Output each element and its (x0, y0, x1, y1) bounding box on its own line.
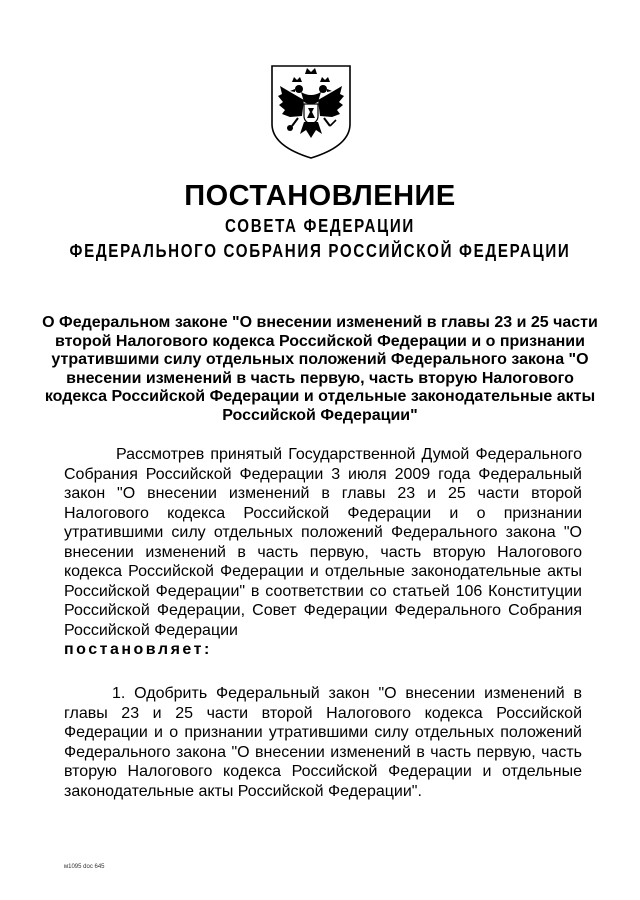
document-subtitle-line1: СОВЕТА ФЕДЕРАЦИИ (225, 216, 415, 236)
document-subtitle-line2: ФЕДЕРАЛЬНОГО СОБРАНИЯ РОССИЙСКОЙ ФЕДЕРАЦИИ (69, 241, 571, 261)
decree-word: постановляет: (64, 641, 212, 658)
document-subject: О Федеральном законе "О внесении изменений в главы 23 и 25 части второй Налогового кодекса Российской Федерации и о признании утратившими силу отдельных положений Федерального закона "О внесении изменений в часть первую, часть вторую Налогового кодекса Российской Федерации и отдельные законодательные акты Российской Федерации" (42, 314, 598, 424)
body-paragraph-2: 1. Одобрить Федеральный закон "О внесении изменений в главы 23 и 25 части второй Налогового кодекса Российской Федерации и о признании утратившими силу отдельных положений Федерального закона "О внесении изменений в часть первую, часть вторую Налогового кодекса Российской Федерации и отдельные законодательные акты Российской Федерации". (64, 685, 582, 800)
document-title: ПОСТАНОВЛЕНИЕ (184, 180, 456, 212)
russian-coat-of-arms-icon (268, 62, 354, 160)
body-paragraph-1 (64, 445, 582, 660)
paragraph-1-text: Рассмотрев принятый Государственной Думой Федерального Собрания Российской Федерации 3 июля 2009 года Федеральный закон "О внесении изменений в главы 23 и 25 части второй Налогового кодекса Российской Федерации и о признании утратившими силу отдельных положений Федерального закона "О внесении изменений в часть первую, часть вторую Налогового кодекса Российской Федерации и отдельные законодательные акты Российской Федерации" в соответствии со статьей 106 Конституции Российской Федерации, Совет Федерации Федерального Собрания Российской Федерации (64, 446, 582, 639)
file-reference: м1095 doc 645 (64, 864, 105, 870)
